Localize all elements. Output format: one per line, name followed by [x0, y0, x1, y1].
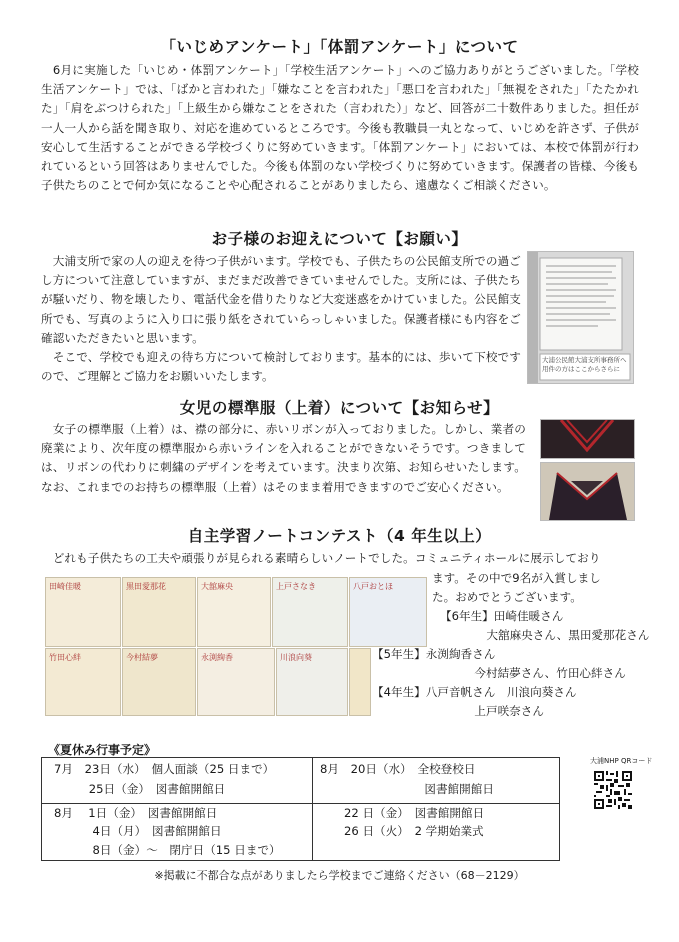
section-body-notebook: どれも子供たちの工夫や頑張りが見られる素晴らしいノートでした。コミュニティホールに展示しており: [41, 551, 601, 565]
notice-photo-caption: 大浦公民館大浦支所事務所へ用件の方はここからさらに: [542, 356, 627, 373]
notebook-photo: [272, 577, 348, 647]
notebook-photo: [349, 577, 427, 647]
notebook-photo: [197, 648, 275, 716]
section-body-uniform: 女子の標準服（上着）は、襟の部分に、赤いリボンが入っておりました。しかし、業者の廃業により、次年度の標準服から赤いラインを入れることができないそうです。つきましては、リボンの代わりに刺繍のデザインを考えています。決まり次第、お知らせいたします。なお、これまでのお持ちの標準服（上着）はそのまま着用できますのでご安心ください。: [41, 422, 526, 494]
notebook-photo: [349, 648, 371, 716]
notebook-label: 田崎佳暖: [49, 582, 81, 591]
contact-note: ※掲載に不都合な点がありましたら学校までご連絡ください（68－2129）: [154, 869, 525, 882]
notebook-label: [350, 649, 370, 655]
notebook-label: 八戸おとほ: [353, 582, 393, 591]
notebook-side-line: た。おめでとうございます。: [432, 590, 582, 604]
qr-code-icon: [594, 771, 632, 809]
uniform-photo-ribbon: [540, 419, 635, 459]
section-title-notebook: 自主学習ノートコンテスト（4 年生以上）: [187, 527, 492, 545]
notebook-photo: [45, 577, 121, 647]
winners-6th: [440, 607, 649, 645]
winner-line: 【4年生】八戸音帆さん 川浪向葵さん: [372, 685, 577, 699]
schedule-row: 図書館開館日: [320, 782, 494, 796]
schedule-table: [41, 757, 560, 861]
notebook-label: 川浪向葵: [280, 653, 312, 662]
section-body-pickup-2: そこで、学校でも迎えの待ち方について検討しております。基本的には、歩いて下校ですので、ご理解とご協力をお願いいたします。: [41, 350, 521, 384]
notebook-photo: [197, 577, 271, 647]
notebook-side-text: [432, 569, 601, 607]
notebook-label: 竹田心絆: [49, 653, 81, 662]
schedule-row: 8日（金）～ 閉庁日（15 日まで）: [54, 843, 281, 857]
uniform-photo-jacket: [540, 462, 635, 521]
schedule-title: 《夏休み行事予定》: [48, 743, 157, 757]
schedule-row: 22 日（金） 図書館開館日: [344, 806, 485, 820]
winner-line: 【5年生】永渕絢香さん: [372, 647, 496, 661]
notebook-label: 永渕絢香: [201, 653, 233, 662]
winner-line: 上戸咲奈さん: [428, 704, 544, 718]
qr-label: 大浦NHP QRコード: [590, 757, 653, 765]
schedule-divider: [312, 758, 313, 803]
section-title-uniform: 女児の標準服（上着）について【お知らせ】: [179, 399, 500, 417]
uniform-jacket-image: [541, 463, 634, 520]
schedule-row: 8月 1日（金） 図書館開館日: [54, 806, 218, 820]
section-body-survey: 6月に実施した「いじめ・体罰アンケート」「学校生活アンケート」へのご協力ありがとうございました。「学校生活アンケート」では、「ばかと言われた」「嫌なことを言われた」「悪口を言われた」「無視をされた」「たたかれた」「肩をぶつけられた」「上級生から嫌なことをされた（言われた）」など、回答が二十数件ありました。担任が一人一人から話を聞き取り、対応を進めているところです。今後も教職員一丸となって、いじめを許さず、子供が安心して生活することができる学校づくりに努めていきます。「体罰アンケート」においては、本校で体罰が行われているという回答はありませんでした。今後も体罰のない学校づくりに努めていきます。保護者の皆様、今後も子供たちのことで何か気になることや心配されることがありましたら、遠慮なくご相談ください。: [41, 63, 639, 193]
section-title-survey: 「いじめアンケート」「体罰アンケート」について: [160, 38, 519, 56]
schedule-row: 7月 23日（水） 個人面談（25 日まで）: [54, 762, 275, 776]
notebook-label: 大舘麻央: [201, 582, 233, 591]
notebook-photo: [122, 577, 196, 647]
section-title-pickup: お子様のお迎えについて【お願い】: [211, 230, 468, 248]
notebook-photo: [276, 648, 348, 716]
winner-line: 【6年生】田崎佳暖さん: [440, 609, 564, 623]
winner-line: 今村結夢さん、竹田心絆さん: [428, 666, 626, 680]
winner-line: 大舘麻央さん、黒田愛那花さん: [440, 628, 650, 642]
notice-photo: [527, 251, 634, 384]
uniform-ribbon-image: [541, 420, 634, 458]
section-body-pickup: 大浦支所で家の人の迎えを待つ子供がいます。学校でも、子供たちの公民館支所での過ごし方について注意していますが、まだまだ改善できていませんでした。支所には、子供たちが騒いだり、物を壊したり、電話代金を借りたりなど大変迷惑をかけていました。公民館支所でも、写真のように入り口に張り紙をされていらっしゃいました。保護者様にも内容をご確認いただきたいと思います。: [41, 254, 521, 345]
schedule-hline: [42, 803, 559, 804]
notebook-label: 今村結夢: [126, 653, 158, 662]
schedule-row: 4日（月） 図書館開館日: [54, 824, 222, 838]
notebook-side-line: ます。その中で9名が入賞しまし: [432, 571, 601, 585]
schedule-row: 25日（金） 図書館開館日: [54, 782, 226, 796]
notebook-photo: [122, 648, 196, 716]
winners-5th-4th: [372, 645, 626, 721]
notebook-label: 上戸さなき: [276, 582, 316, 591]
schedule-divider-lower: [312, 803, 313, 860]
schedule-row: 8月 20日（水） 全校登校日: [320, 762, 476, 776]
notebook-label: 黒田愛那花: [126, 582, 166, 591]
notebook-photo: [45, 648, 121, 716]
schedule-row: 26 日（火） 2 学期始業式: [344, 824, 484, 838]
